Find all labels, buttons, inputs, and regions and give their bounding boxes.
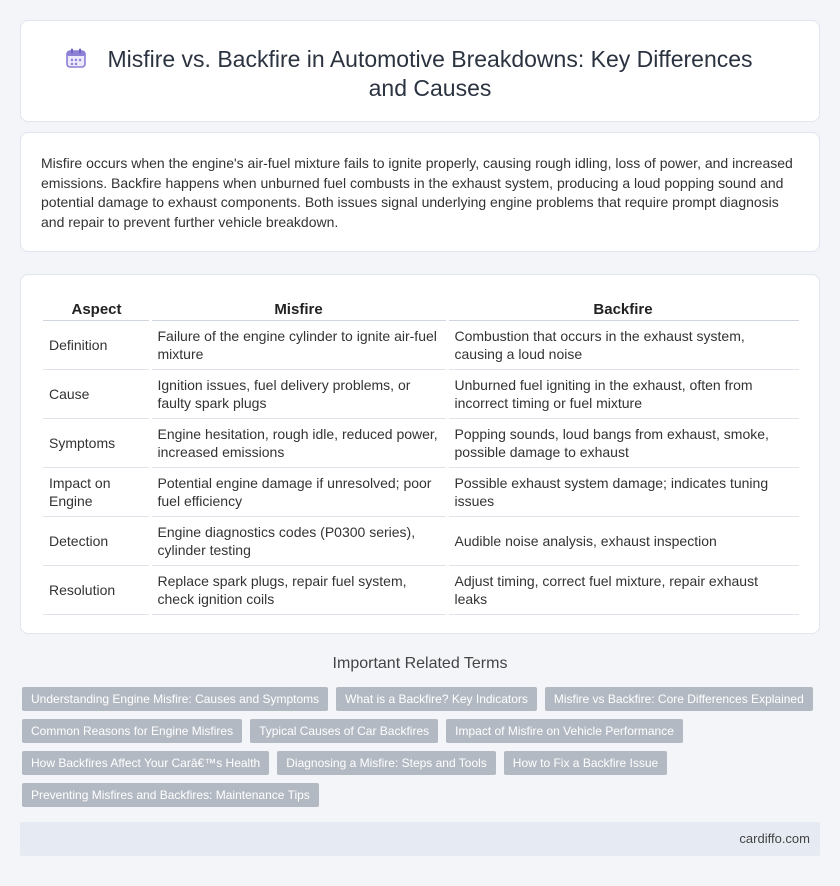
table-row xyxy=(43,516,799,565)
aspect-cell: Impact on Engine xyxy=(43,467,150,516)
backfire-cell: Adjust timing, correct fuel mixture, repair exhaust leaks xyxy=(447,565,799,614)
related-term-tag[interactable]: Common Reasons for Engine Misfires xyxy=(22,719,242,743)
title-card xyxy=(20,20,820,122)
related-term-tag[interactable]: Typical Causes of Car Backfires xyxy=(250,719,438,743)
table-row xyxy=(43,565,799,614)
comparison-table-card xyxy=(20,274,820,634)
table-row xyxy=(43,418,799,467)
footer-site-link[interactable]: cardiffo.com xyxy=(739,831,810,846)
backfire-cell: Possible exhaust system damage; indicates tuning issues xyxy=(447,467,799,516)
aspect-cell: Definition xyxy=(43,320,150,369)
misfire-cell: Failure of the engine cylinder to ignite air-fuel mixture xyxy=(150,320,447,369)
intro-paragraph: Misfire occurs when the engine's air-fuel mixture fails to ignite properly, causing rough idling, loss of power, and increased emissions. Backfire happens when unburned fuel combusts in the exhaust system, producing a loud popping sound and potential damage to exhaust components. Both issues signal underlying engine problems that require prompt diagnosis and repair to prevent further vehicle breakdown. xyxy=(41,155,793,230)
misfire-cell: Engine diagnostics codes (P0300 series), cylinder testing xyxy=(150,516,447,565)
related-term-tag[interactable]: Understanding Engine Misfire: Causes and Symptoms xyxy=(22,687,328,711)
aspect-cell: Detection xyxy=(43,516,150,565)
intro-card xyxy=(20,132,820,252)
backfire-cell: Audible noise analysis, exhaust inspection xyxy=(447,516,799,565)
aspect-cell: Symptoms xyxy=(43,418,150,467)
misfire-cell: Potential engine damage if unresolved; poor fuel efficiency xyxy=(150,467,447,516)
aspect-cell: Resolution xyxy=(43,565,150,614)
table-row xyxy=(43,369,799,418)
related-term-tag[interactable]: How to Fix a Backfire Issue xyxy=(504,751,667,775)
misfire-cell: Replace spark plugs, repair fuel system, check ignition coils xyxy=(150,565,447,614)
aspect-cell: Cause xyxy=(43,369,150,418)
related-term-tag[interactable]: What is a Backfire? Key Indicators xyxy=(336,687,537,711)
page-title: Misfire vs. Backfire in Automotive Breakdowns: Key Differences and Causes xyxy=(107,46,753,101)
table-header-row xyxy=(43,295,799,320)
backfire-cell: Popping sounds, loud bangs from exhaust, smoke, possible damage to exhaust xyxy=(447,418,799,467)
backfire-cell: Unburned fuel igniting in the exhaust, often from incorrect timing or fuel mixture xyxy=(447,369,799,418)
related-term-tag[interactable]: Impact of Misfire on Vehicle Performance xyxy=(446,719,683,743)
misfire-cell: Ignition issues, fuel delivery problems, or faulty spark plugs xyxy=(150,369,447,418)
related-terms-heading: Important Related Terms xyxy=(332,655,508,672)
table-row xyxy=(43,320,799,369)
related-term-tag[interactable]: Misfire vs Backfire: Core Differences Explained xyxy=(545,687,813,711)
misfire-cell: Engine hesitation, rough idle, reduced power, increased emissions xyxy=(150,418,447,467)
footer xyxy=(20,822,820,856)
related-term-tag[interactable]: Diagnosing a Misfire: Steps and Tools xyxy=(277,751,496,775)
table-row xyxy=(43,467,799,516)
column-header-misfire: Misfire xyxy=(150,295,447,320)
backfire-cell: Combustion that occurs in the exhaust system, causing a loud noise xyxy=(447,320,799,369)
column-header-aspect: Aspect xyxy=(43,295,150,320)
related-term-tag[interactable]: Preventing Misfires and Backfires: Maintenance Tips xyxy=(22,783,319,807)
related-term-tag[interactable]: How Backfires Affect Your Carâ€™s Health xyxy=(22,751,269,775)
column-header-backfire: Backfire xyxy=(447,295,799,320)
comparison-table xyxy=(43,295,799,615)
related-terms-list xyxy=(22,687,822,815)
